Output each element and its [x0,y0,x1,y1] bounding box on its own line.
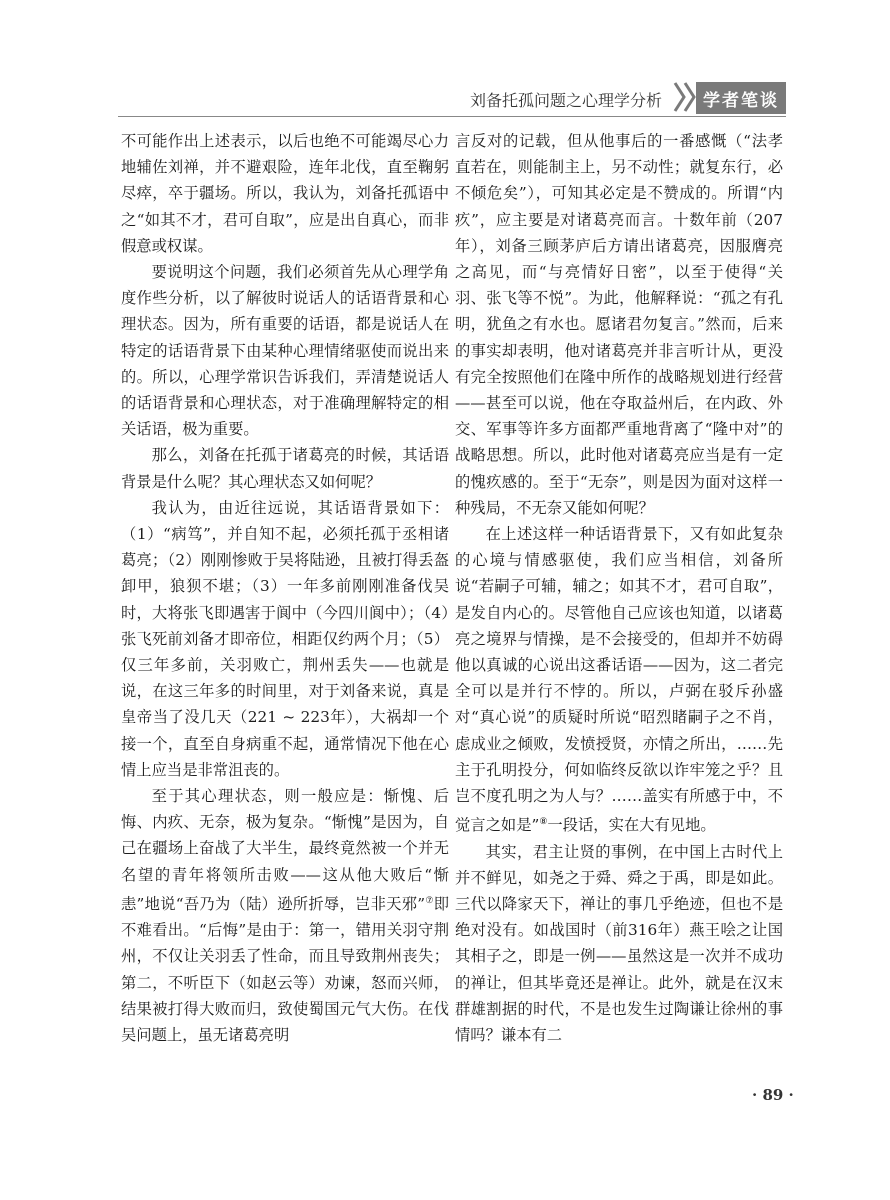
header-rule [118,116,786,117]
footnote-marker: ⑧ [539,817,548,828]
section-badge: 学者笔谈 [696,82,786,114]
page-number: · 89 · [752,1086,794,1104]
paragraph [121,783,449,1048]
paragraph-text: 即不难看出。“后悔”是由于：第一，错用关羽守荆州，不仅让关羽丢了性命，而且导致荆州丧失；第二，不听臣下（如赵云等）劝谏，怒而兴师，结果被打得大败而归，致使蜀国元气大伤。在伐吴问题上，虽无诸葛亮明 [121,894,449,1044]
paragraph: 言反对的记载，但从他事后的一番感慨（“法孝直若在，则能制主上，另不动性；就复东行，必不倾危矣”），可知其必定是不赞成的。所谓“内疚”，应主要是对诸葛亮而言。十数年前（207年），刘备三顾茅庐后方请出诸葛亮，因服膺亮之高见，而“与亮情好日密”，以至于使得“关羽、张飞等不悦”。为此，他解释说：“孤之有孔明，犹鱼之有水也。愿诸君勿复言。”然而，后来的事实却表明，他对诸葛亮并非言听计从，更没有完全按照他们在隆中所作的战略规划进行经营——甚至可以说，他在夺取益州后，在内政、外交、军事等许多方面都严重地背离了“隆中对”的战略思想。所以，此时他对诸葛亮应当是有一定的愧疚感的。至于“无奈”，则是因为面对这样一种残局，不无奈又能如何呢？ [455,132,783,517]
footnote-marker: ⑦ [425,895,434,906]
paragraph [455,521,783,839]
running-header [0,78,890,118]
paragraph: 那么，刘备在托孤于诸葛亮的时候，其话语背景是什么呢？其心理状态又如何呢？ [121,446,449,491]
right-column [455,128,783,1048]
paragraph: 其实，君主让贤的事例，在中国上古时代上并不鲜见，如尧之于舜、舜之于禹，即是如此。三代以降家天下，禅让的事几乎绝迹，但也不是绝对没有。如战国时（前316年）燕王哙之让国其相子之，即是一例——虽然这是一次并不成功的禅让，但其毕竟还是禅让。此外，就是在汉末群雄割据的时代，不是也发生过陶谦让徐州的事情吗？谦本有二 [455,842,783,1044]
paragraph: 要说明这个问题，我们必须首先从心理学角度作些分析，以了解彼时说话人的话语背景和心理状态。因为，所有重要的话语，都是说话人在特定的话语背景下由某种心理情绪驱使而说出来的。所以，心理学常识告诉我们，弄清楚说话人的话语背景和心理状态，对于准确理解特定的相关话语，极为重要。 [121,263,449,439]
article-title: 刘备托孤问题之心理学分析 [469,91,662,110]
paragraph-text: 至于其心理状态，则一般应是：惭愧、后悔、内疚、无奈，极为复杂。“惭愧”是因为，自己在疆场上奋战了大半生，最终竟然被一个并无名望的青年将领所击败——这从他大败后“惭恚”地说“吾乃为（陆）逊所折辱，岂非天邪” [121,787,449,913]
paragraph-text: 一段话，实在大有见地。 [547,816,716,835]
paragraph-text: 在上述这样一种话语背景下，又有如此复杂的心境与情感驱使，我们应当相信，刘备所说“若嗣子可辅，辅之；如其不才，君可自取”，是发自内心的。尽管他自己应该也知道，以诸葛亮之境界与情操，是不会接受的，但却并不妨碍他以真诚的心说出这番话语——因为，这二者完全可以是并行不悖的。所以，卢弼在驳斥孙盛对“真心说”的质疑时所说“昭烈睹嗣子之不肖，虑成业之倾败，发愤授贤，亦情之所出，……先主于孔明投分，何如临终反欲以诈牢笼之乎？且岂不度孔明之为人与？……盖实有所感于中，不觉言之如是” [455,525,783,835]
paragraph: 不可能作出上述表示，以后也绝不可能竭尽心力地辅佐刘禅，并不避艰险，连年北伐，直至鞠躬尽瘁，卒于疆场。所以，我认为，刘备托孤语中之“如其不才，君可自取”，应是出自真心，而非假意或权谋。 [121,132,449,255]
paragraph: 我认为，由近往远说，其话语背景如下：（1）“病笃”，并自知不起，必须托孤于丞相诸葛亮；（2）刚刚惨败于吴将陆逊，且被打得丢盔卸甲，狼狈不堪；（3）一年多前刚刚准备伐吴时，大将张飞即遇害于阆中（今四川阆中）；（4）张飞死前刘备才即帝位，相距仅约两个月；（5）仅三年多前，关羽败亡，荆州丢失——也就是说，在这三年多的时间里，对于刘备来说，真是皇帝当了没几天（221 ~ 223年），大祸却一个接一个，直至自身病重不起，通常情况下他在心情上应当是非常沮丧的。 [121,498,449,779]
left-column [121,128,449,1048]
